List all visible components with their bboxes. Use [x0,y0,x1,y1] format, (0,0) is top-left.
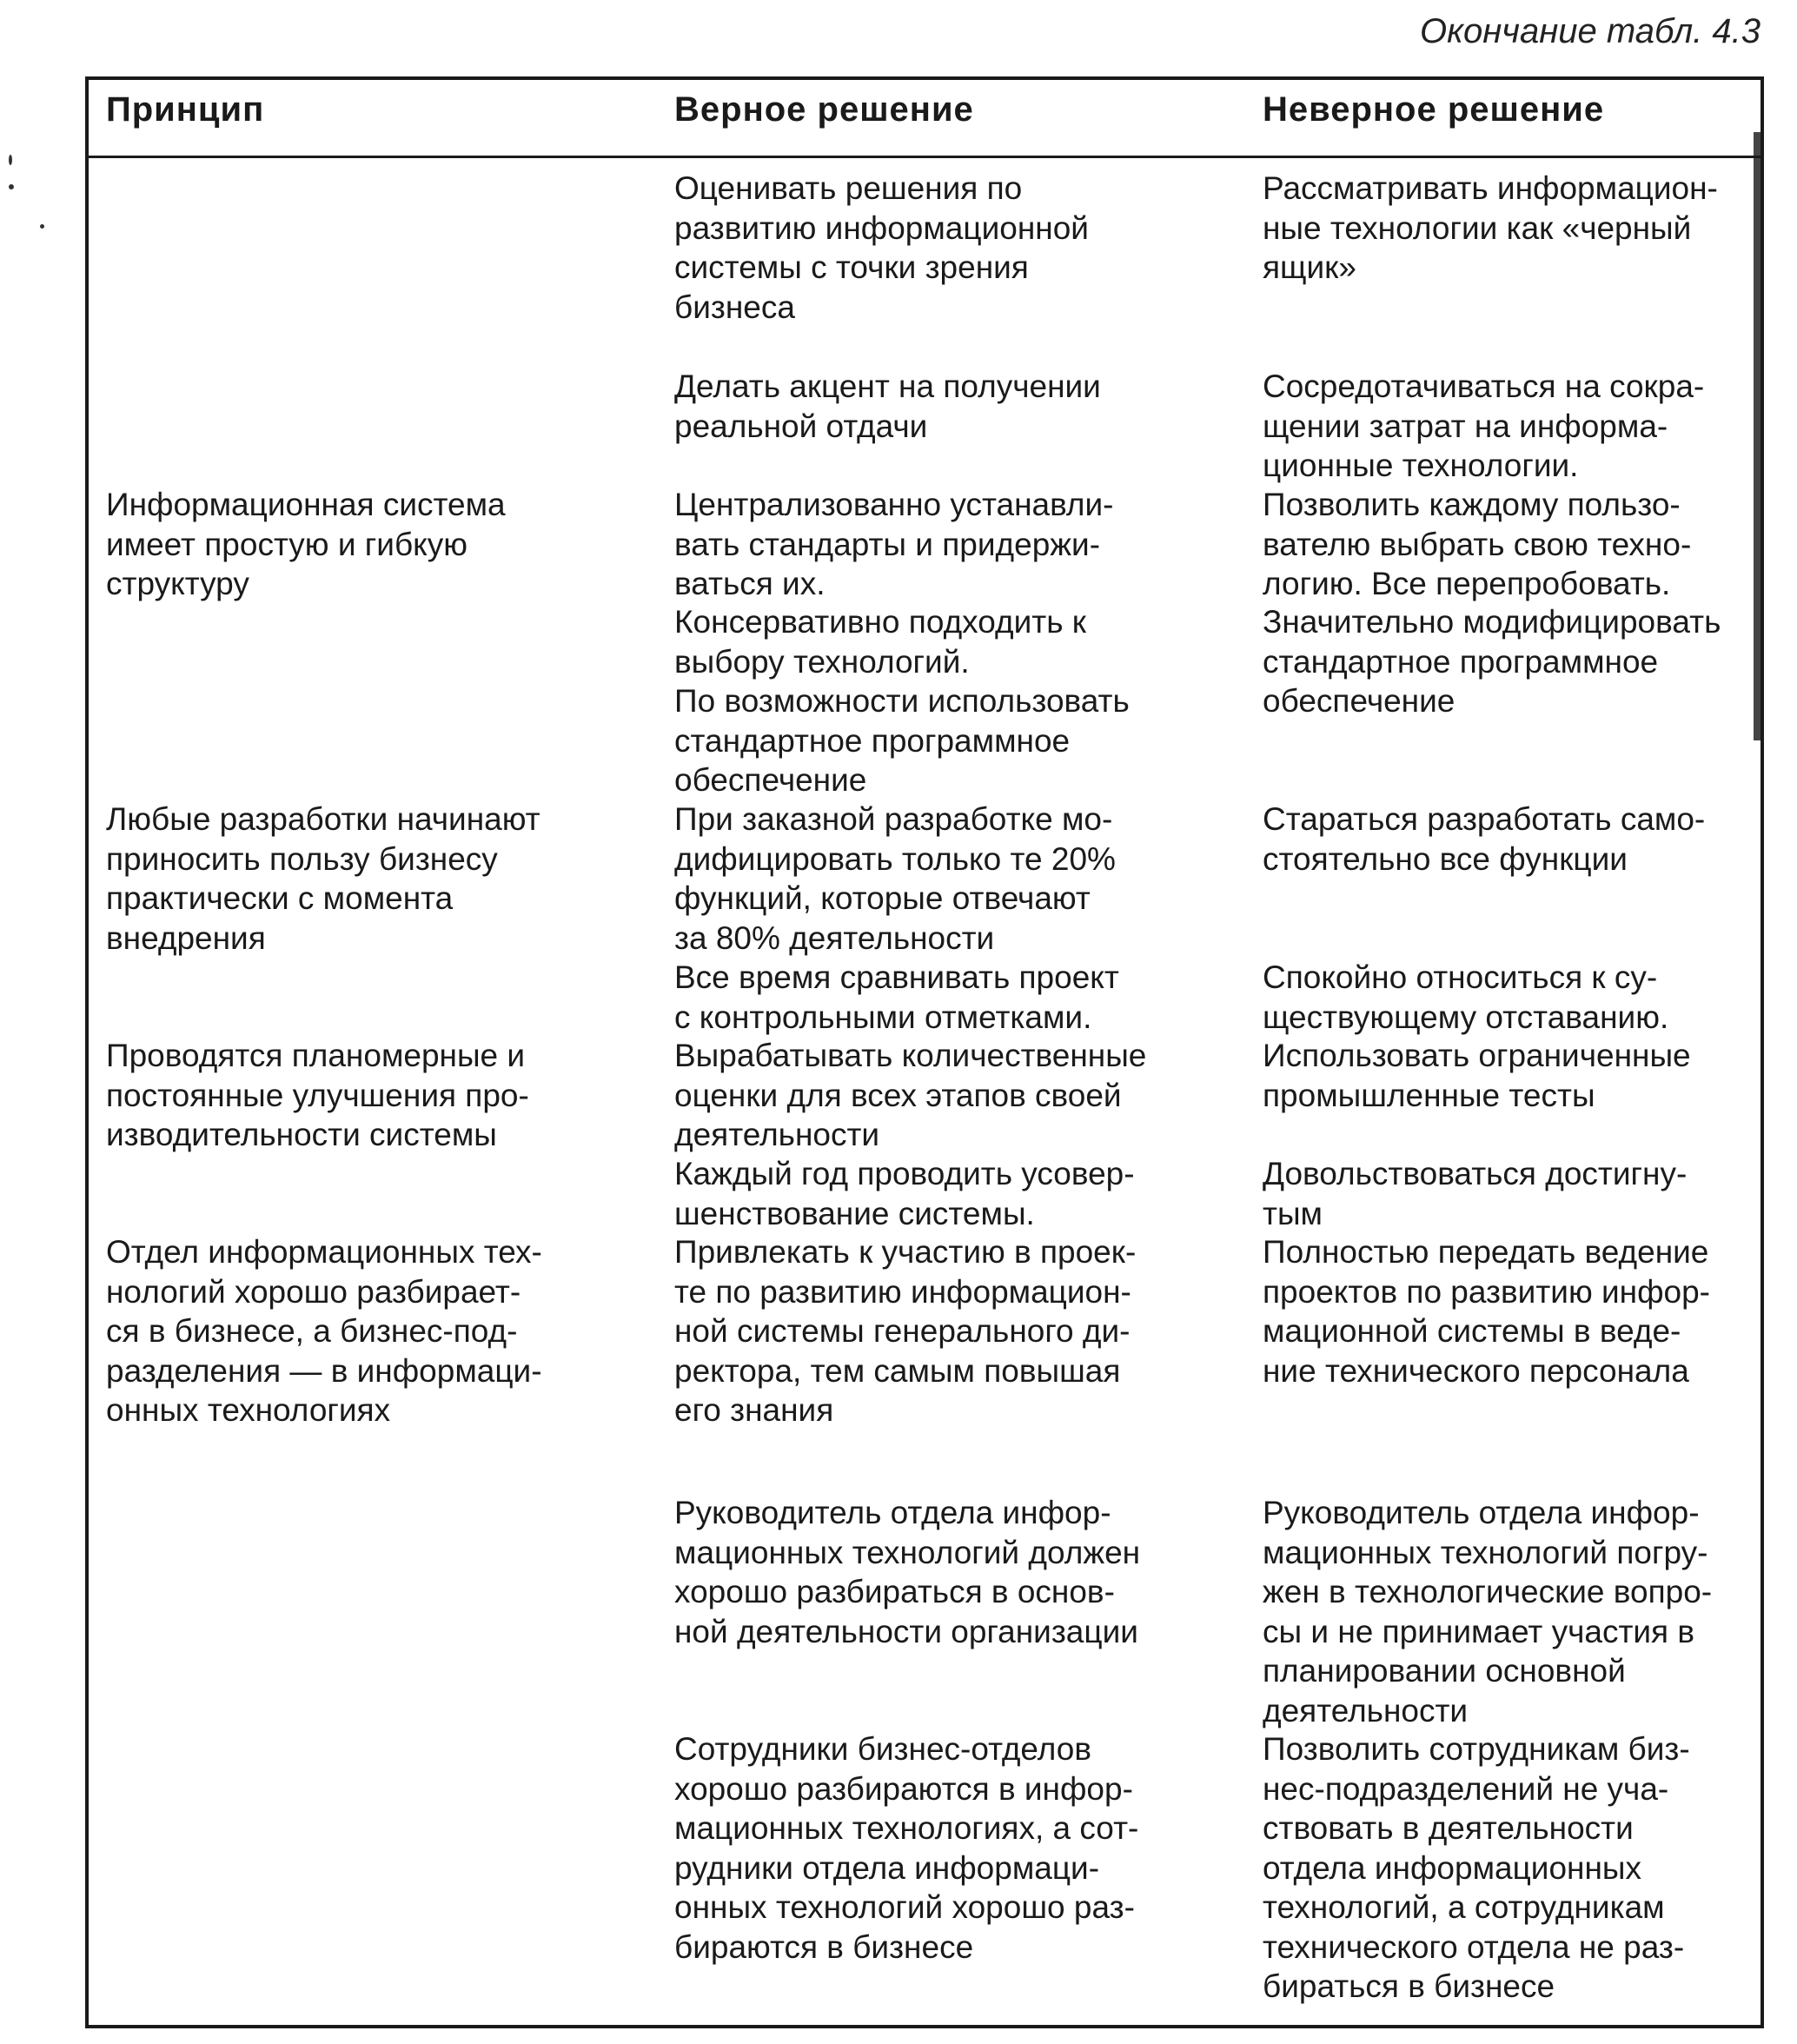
cell-principle: Отдел информационных тех- нологий хорошо разбирает- ся в бизнесе, а бизнес-под- разделения — в информаци- онных технологиях [106,1234,542,1428]
table-caption: Окончание табл. 4.3 [1420,12,1761,50]
cell-correct: Централизованно устанавли- вать стандарты и придержи- ваться их. [674,487,1114,601]
header-correct-solution: Верное решение [674,90,974,129]
cell-correct: При заказной разработке мо- дифицировать только те 20% функций, которые отвечают за 80% деятельности [674,801,1116,956]
cell-principle: Проводятся планомерные и постоянные улучшения про- изводительности системы [106,1038,529,1152]
cell-wrong: Использовать ограниченные промышленные тесты [1263,1038,1691,1113]
cell-principle: Любые разработки начинают приносить пользу бизнесу практически с момента внедрения [106,801,540,956]
scan-speck [9,155,12,165]
scan-speck [9,184,14,189]
cell-correct: Руководитель отдела инфор- мационных технологий должен хорошо разбираться в основ- ной деятельности организации [674,1495,1141,1649]
cell-correct: Вырабатывать количественные оценки для всех этапов своей деятельности [674,1038,1147,1152]
cell-correct: Делать акцент на получении реальной отдачи [674,368,1101,444]
cell-correct: Оценивать решения по развитию информационной системы с точки зрения бизнеса [674,170,1089,325]
principles-table [85,76,1764,2028]
cell-correct: Консервативно подходить к выбору технологий. [674,604,1086,680]
cell-wrong: Рассматривать информацион- ные технологии как «черный ящик» [1263,170,1718,285]
cell-wrong: Позволить сотрудникам биз- нес-подразделений не уча- ствовать в деятельности отдела информационных технологий, а сотрудникам технического отдела не раз- бираться в бизнесе [1263,1731,1690,2004]
cell-wrong: Значительно модифицировать стандартное программное обеспечение [1263,604,1721,719]
cell-correct: По возможности использовать стандартное программное обеспечение [674,683,1130,798]
header-wrong-solution: Неверное решение [1263,90,1605,129]
scan-speck [40,224,44,229]
cell-wrong: Руководитель отдела инфор- мационных технологий погру- жен в технологические вопро- сы и не принимает участия в планировании основной деятельности [1263,1495,1713,1729]
cell-principle: Информационная система имеет простую и гибкую структуру [106,487,506,601]
cell-wrong: Сосредотачиваться на сокра- щении затрат на информа- ционные технологии. [1263,368,1705,483]
header-principle: Принцип [106,90,265,129]
cell-wrong: Довольствоваться достигну- тым [1263,1156,1688,1231]
cell-wrong: Стараться разработать само- стоятельно все функции [1263,801,1706,877]
cell-correct: Сотрудники бизнес-отделов хорошо разбираются в инфор- мационных технологиях, а сот- рудники отдела информаци- онных технологий хорошо раз- бираются в бизнесе [674,1731,1139,1965]
table-header [89,80,1761,158]
cell-wrong: Спокойно относиться к су- ществующему отставанию. [1263,959,1669,1035]
cell-wrong: Полностью передать ведение проектов по развитию инфор- мационной системы в веде- ние технического персонала [1263,1234,1711,1389]
cell-correct: Каждый год проводить усовер- шенствование системы. [674,1156,1135,1231]
cell-correct: Привлекать к участию в проек- те по развитию информацион- ной системы генерального ди- ректора, тем самым повышая его знания [674,1234,1137,1428]
cell-wrong: Позволить каждому пользо- вателю выбрать свою техно- логию. Все перепробовать. [1263,487,1692,601]
cell-correct: Все время сравнивать проект с контрольными отметками. [674,959,1119,1035]
